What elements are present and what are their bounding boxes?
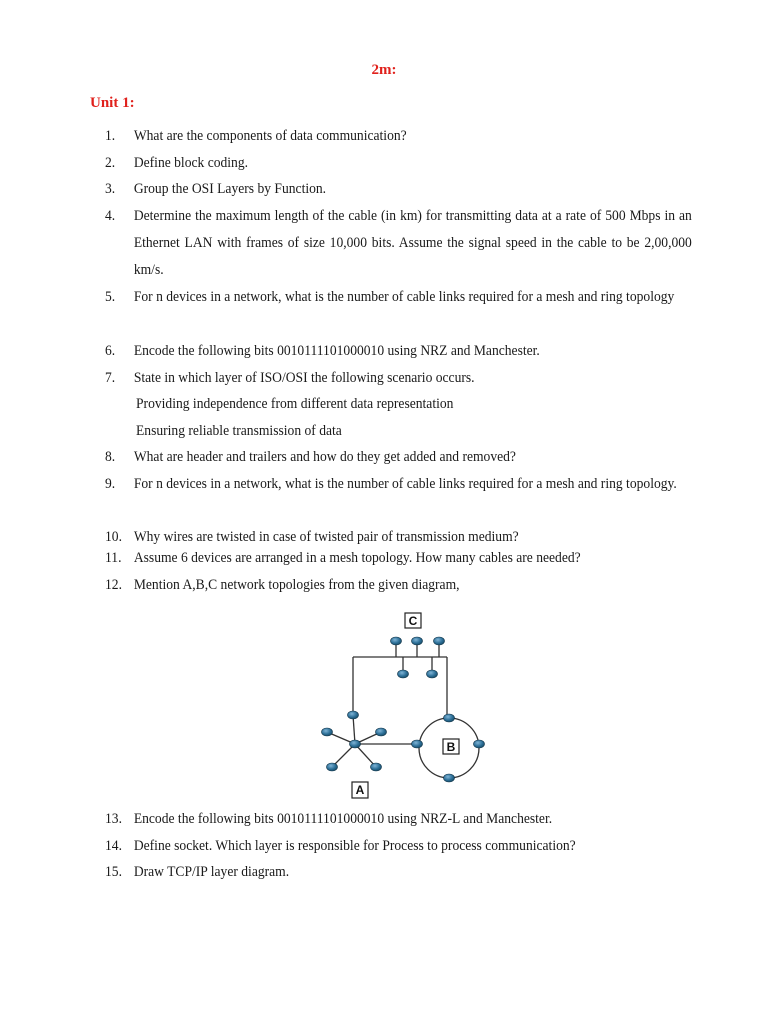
question-item xyxy=(105,444,652,471)
question-item xyxy=(105,859,652,886)
question-text: Determine the maximum length of the cable (in km) for transmitting data at a rate of 500 Mbps in an Ethernet LAN with frames of size 10,000 bits. Assume the signal speed in the cable to be 2,00,000 km/s. xyxy=(133,208,692,278)
question-number: 5. xyxy=(105,289,116,305)
question-text: Encode the following bits 0010111101000010 using NRZ and Manchester. xyxy=(133,343,540,359)
network-hub-icon xyxy=(350,740,361,748)
question-number: 15. xyxy=(105,864,122,880)
question-number: 3. xyxy=(105,181,116,197)
question-item xyxy=(105,176,652,203)
question-sub-item: Providing independence from different data representation xyxy=(136,396,454,412)
question-item xyxy=(105,545,652,572)
question-text: State in which layer of ISO/OSI the following scenario occurs. xyxy=(133,370,475,386)
question-number: 14. xyxy=(105,838,122,854)
question-text: Encode the following bits 0010111101000010 using NRZ-L and Manchester. xyxy=(133,811,553,827)
question-item xyxy=(105,572,652,599)
page-heading: 2m: xyxy=(371,62,397,78)
network-device-icon xyxy=(327,763,338,771)
network-device-icon xyxy=(376,728,387,736)
question-text: Mention A,B,C network topologies from the given diagram, xyxy=(133,577,460,593)
question-text: For n devices in a network, what is the number of cable links required for a mesh and ring topology xyxy=(133,289,675,305)
question-text: Define socket. Which layer is responsible for Process to process communication? xyxy=(133,838,576,854)
question-text: Assume 6 devices are arranged in a mesh topology. How many cables are needed? xyxy=(133,550,581,566)
question-text: Group the OSI Layers by Function. xyxy=(133,181,327,197)
network-device-icon xyxy=(444,774,455,782)
star-topology-a xyxy=(327,715,417,767)
question-item xyxy=(105,833,652,860)
question-item xyxy=(105,471,677,498)
question-number: 7. xyxy=(105,370,116,386)
question-sub-item: Ensuring reliable transmission of data xyxy=(136,423,342,439)
question-number: 6. xyxy=(105,343,116,359)
network-topology-diagram xyxy=(305,605,495,805)
network-device-icon xyxy=(444,714,455,722)
diagram-label-a xyxy=(352,782,368,798)
svg-text:A: A xyxy=(355,783,365,797)
unit-title: Unit 1: xyxy=(90,95,135,111)
question-item xyxy=(105,123,652,150)
question-item xyxy=(105,806,652,833)
question-text: What are header and trailers and how do they get added and removed? xyxy=(133,449,516,465)
network-device-icon xyxy=(371,763,382,771)
question-text: Draw TCP/IP layer diagram. xyxy=(133,864,290,880)
svg-text:C: C xyxy=(408,614,418,628)
diagram-label-c xyxy=(405,613,421,628)
question-item xyxy=(105,203,692,284)
question-number: 9. xyxy=(105,476,116,492)
question-item xyxy=(105,284,675,311)
question-item xyxy=(105,365,652,392)
question-number: 4. xyxy=(105,208,116,224)
svg-text:B: B xyxy=(446,740,456,754)
network-device-icon xyxy=(427,670,438,678)
question-number: 2. xyxy=(105,155,116,171)
question-item xyxy=(105,338,652,365)
question-item xyxy=(105,150,652,177)
question-text: What are the components of data communication? xyxy=(133,128,407,144)
network-device-icon xyxy=(474,740,485,748)
question-number: 10. xyxy=(105,529,122,545)
network-device-icon xyxy=(434,637,445,645)
network-device-icon xyxy=(398,670,409,678)
question-text: Why wires are twisted in case of twisted pair of transmission medium? xyxy=(133,529,519,545)
network-device-icon xyxy=(348,711,359,719)
diagram-label-b xyxy=(443,739,459,754)
network-device-icon xyxy=(412,637,423,645)
question-number: 1. xyxy=(105,128,116,144)
question-number: 11. xyxy=(105,550,122,566)
network-device-icon xyxy=(391,637,402,645)
question-text: Define block coding. xyxy=(133,155,249,171)
bus-topology-c xyxy=(353,643,447,718)
question-number: 13. xyxy=(105,811,122,827)
network-device-icon xyxy=(322,728,333,736)
network-device-icon xyxy=(412,740,423,748)
question-number: 12. xyxy=(105,577,122,593)
question-number: 8. xyxy=(105,449,116,465)
question-text: For n devices in a network, what is the number of cable links required for a mesh and ring topology. xyxy=(133,476,677,492)
